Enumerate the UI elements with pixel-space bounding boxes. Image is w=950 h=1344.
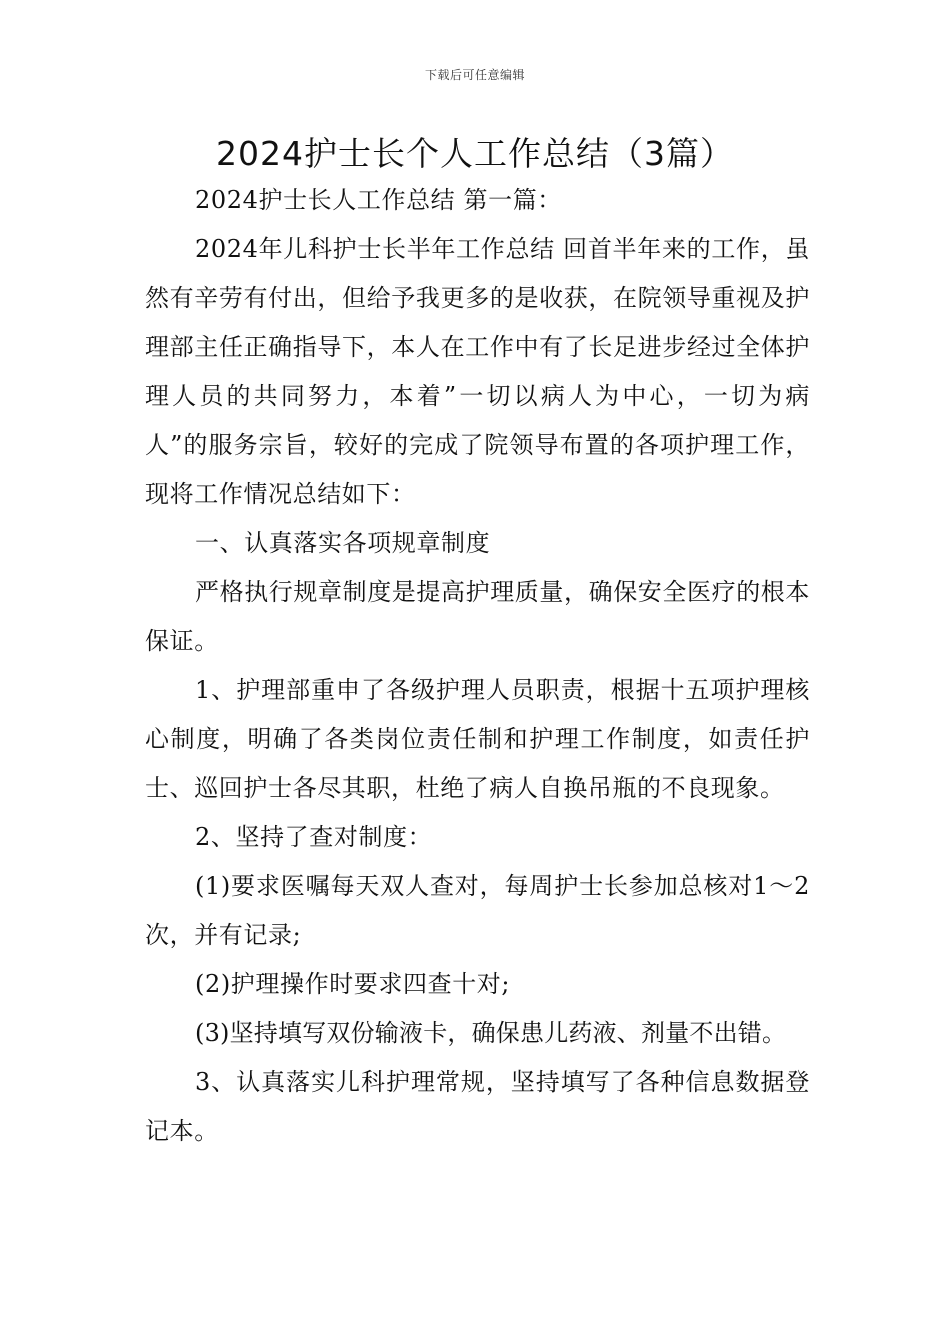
intro-paragraph: 2024年儿科护士长半年工作总结 回首半年来的工作，虽然有辛劳有付出，但给予我更多的是收获，在院领导重视及护理部主任正确指导下，本人在工作中有了长足进步经过全体护理人员的共同努力，本着”一切以病人为中心，一切为病人”的服务宗旨，较好的完成了院领导布置的各项护理工作，现将工作情况总结如下： (145, 235, 810, 508)
list-item: (3)坚持填写双份输液卡，确保患儿药液、剂量不出错。 (195, 1019, 787, 1047)
subheading: 一、认真落实各项规章制度 (195, 529, 491, 557)
body-paragraph: 3、认真落实儿科护理常规，坚持填写了各种信息数据登记本。 (145, 1068, 810, 1145)
body-paragraph: 严格执行规章制度是提高护理质量，确保安全医疗的根本保证。 (145, 578, 810, 655)
list-item: (1)要求医嘱每天双人查对，每周护士长参加总核对1～2次，并有记录; (145, 872, 810, 949)
body-paragraph: 1、护理部重申了各级护理人员职责，根据十五项护理核心制度，明确了各类岗位责任制和护理工作制度，如责任护士、巡回护士各尽其职，杜绝了病人自换吊瓶的不良现象。 (145, 676, 810, 802)
list-item: (2)护理操作时要求四查十对; (195, 970, 511, 998)
section-heading: 2024护士长人工作总结 第一篇： (195, 186, 562, 214)
header-note: 下载后可任意编辑 (424, 68, 525, 82)
document-body (145, 176, 810, 1156)
body-paragraph: 2、坚持了查对制度： (195, 823, 433, 851)
document-title: 2024护士长个人工作总结（3篇） (216, 134, 734, 173)
